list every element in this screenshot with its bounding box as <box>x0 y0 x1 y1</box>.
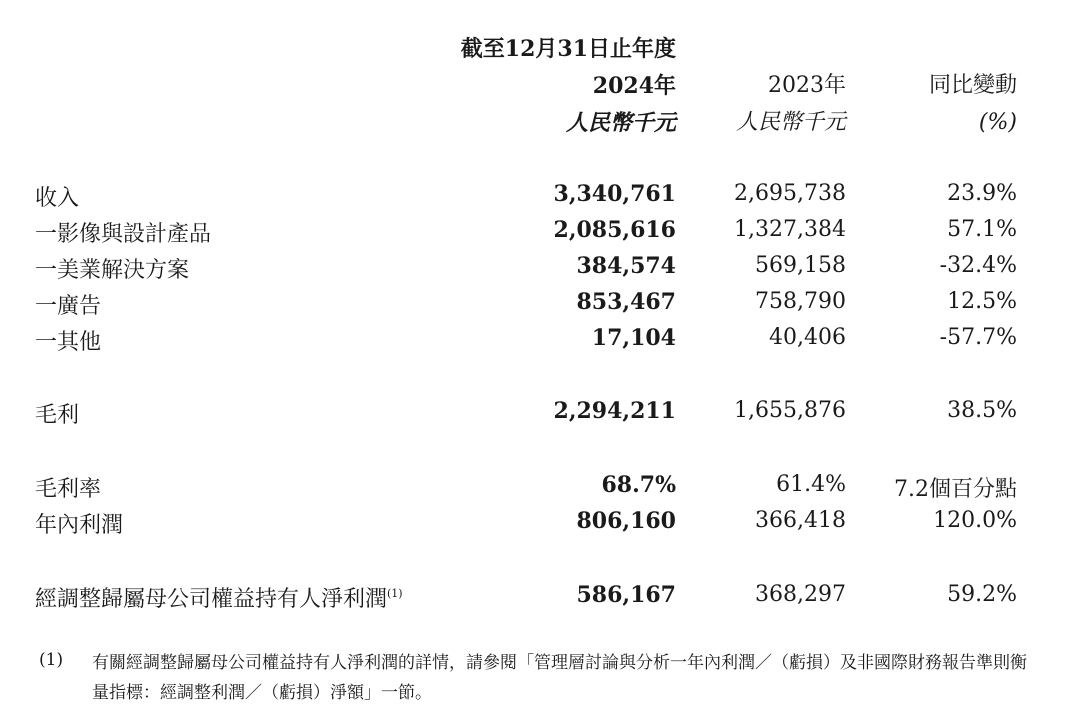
table-row-adjusted-net-profit <box>0 582 1080 612</box>
table-row-other <box>0 325 1080 355</box>
value-2024: 853,467 <box>576 289 676 315</box>
row-label: 一影像與設計產品 <box>35 222 212 247</box>
row-label <box>35 582 403 613</box>
unit-2024: 人民幣千元 <box>565 110 676 136</box>
table-row-profit-for-year <box>0 508 1080 538</box>
value-yoy: 38.5% <box>947 398 1017 423</box>
table-row-ads <box>0 289 1080 319</box>
table-row-imaging <box>0 217 1080 247</box>
unit-yoy: (%) <box>978 110 1017 135</box>
value-2023: 1,327,384 <box>734 217 846 242</box>
footnote-number: (1) <box>39 650 64 670</box>
value-yoy: 12.5% <box>947 289 1017 314</box>
value-2023: 569,158 <box>755 253 846 278</box>
unit-2023: 人民幣千元 <box>735 110 846 135</box>
value-2024: 3,340,761 <box>553 181 676 207</box>
value-2023: 1,655,876 <box>734 398 846 423</box>
row-label-text: 經調整歸屬母公司權益持有人淨利潤 <box>35 587 388 612</box>
value-yoy: 59.2% <box>947 582 1017 607</box>
value-2024: 586,167 <box>576 582 676 608</box>
row-label: 毛利率 <box>35 477 102 502</box>
period-header: 截至12月31日止年度 <box>460 36 676 62</box>
value-yoy: -32.4% <box>939 253 1017 278</box>
row-label: 一廣告 <box>35 294 102 319</box>
value-2023: 40,406 <box>769 325 846 350</box>
row-label: 一美業解決方案 <box>35 258 190 283</box>
value-2023: 366,418 <box>755 508 846 533</box>
col-2024-header: 2024年 <box>592 73 676 99</box>
value-2024: 68.7% <box>601 472 676 498</box>
value-2024: 17,104 <box>591 325 676 351</box>
value-2023: 61.4% <box>776 472 846 497</box>
value-2023: 2,695,738 <box>734 181 846 206</box>
row-label: 收入 <box>35 186 80 211</box>
value-yoy: 7.2個百分點 <box>894 477 1017 502</box>
table-row-gross-profit <box>0 398 1080 428</box>
row-label: 毛利 <box>35 403 80 428</box>
value-2024: 806,160 <box>576 508 676 534</box>
table-row-revenue <box>0 181 1080 211</box>
col-yoy-header: 同比變動 <box>928 73 1017 98</box>
value-2024: 2,085,616 <box>553 217 676 243</box>
col-2023-header: 2023年 <box>768 73 846 98</box>
value-2023: 758,790 <box>755 289 846 314</box>
value-2024: 384,574 <box>576 253 676 279</box>
value-yoy: 23.9% <box>947 181 1017 206</box>
value-yoy: -57.7% <box>939 325 1017 350</box>
value-yoy: 57.1% <box>947 217 1017 242</box>
value-2023: 368,297 <box>755 582 846 607</box>
value-2024: 2,294,211 <box>553 398 676 424</box>
row-label: 一其他 <box>35 330 102 355</box>
footnote-text: 有關經調整歸屬母公司權益持有人淨利潤的詳情，請參閱「管理層討論與分析一年內利潤／（虧損）及非國際財務報告準則衡量指標：經調整利潤／（虧損）淨額」一節。 <box>92 653 1027 703</box>
table-row-gross-margin <box>0 472 1080 502</box>
value-yoy: 120.0% <box>933 508 1017 533</box>
footnote-ref: (1) <box>387 587 403 600</box>
table-row-beauty <box>0 253 1080 283</box>
row-label: 年內利潤 <box>35 513 124 538</box>
